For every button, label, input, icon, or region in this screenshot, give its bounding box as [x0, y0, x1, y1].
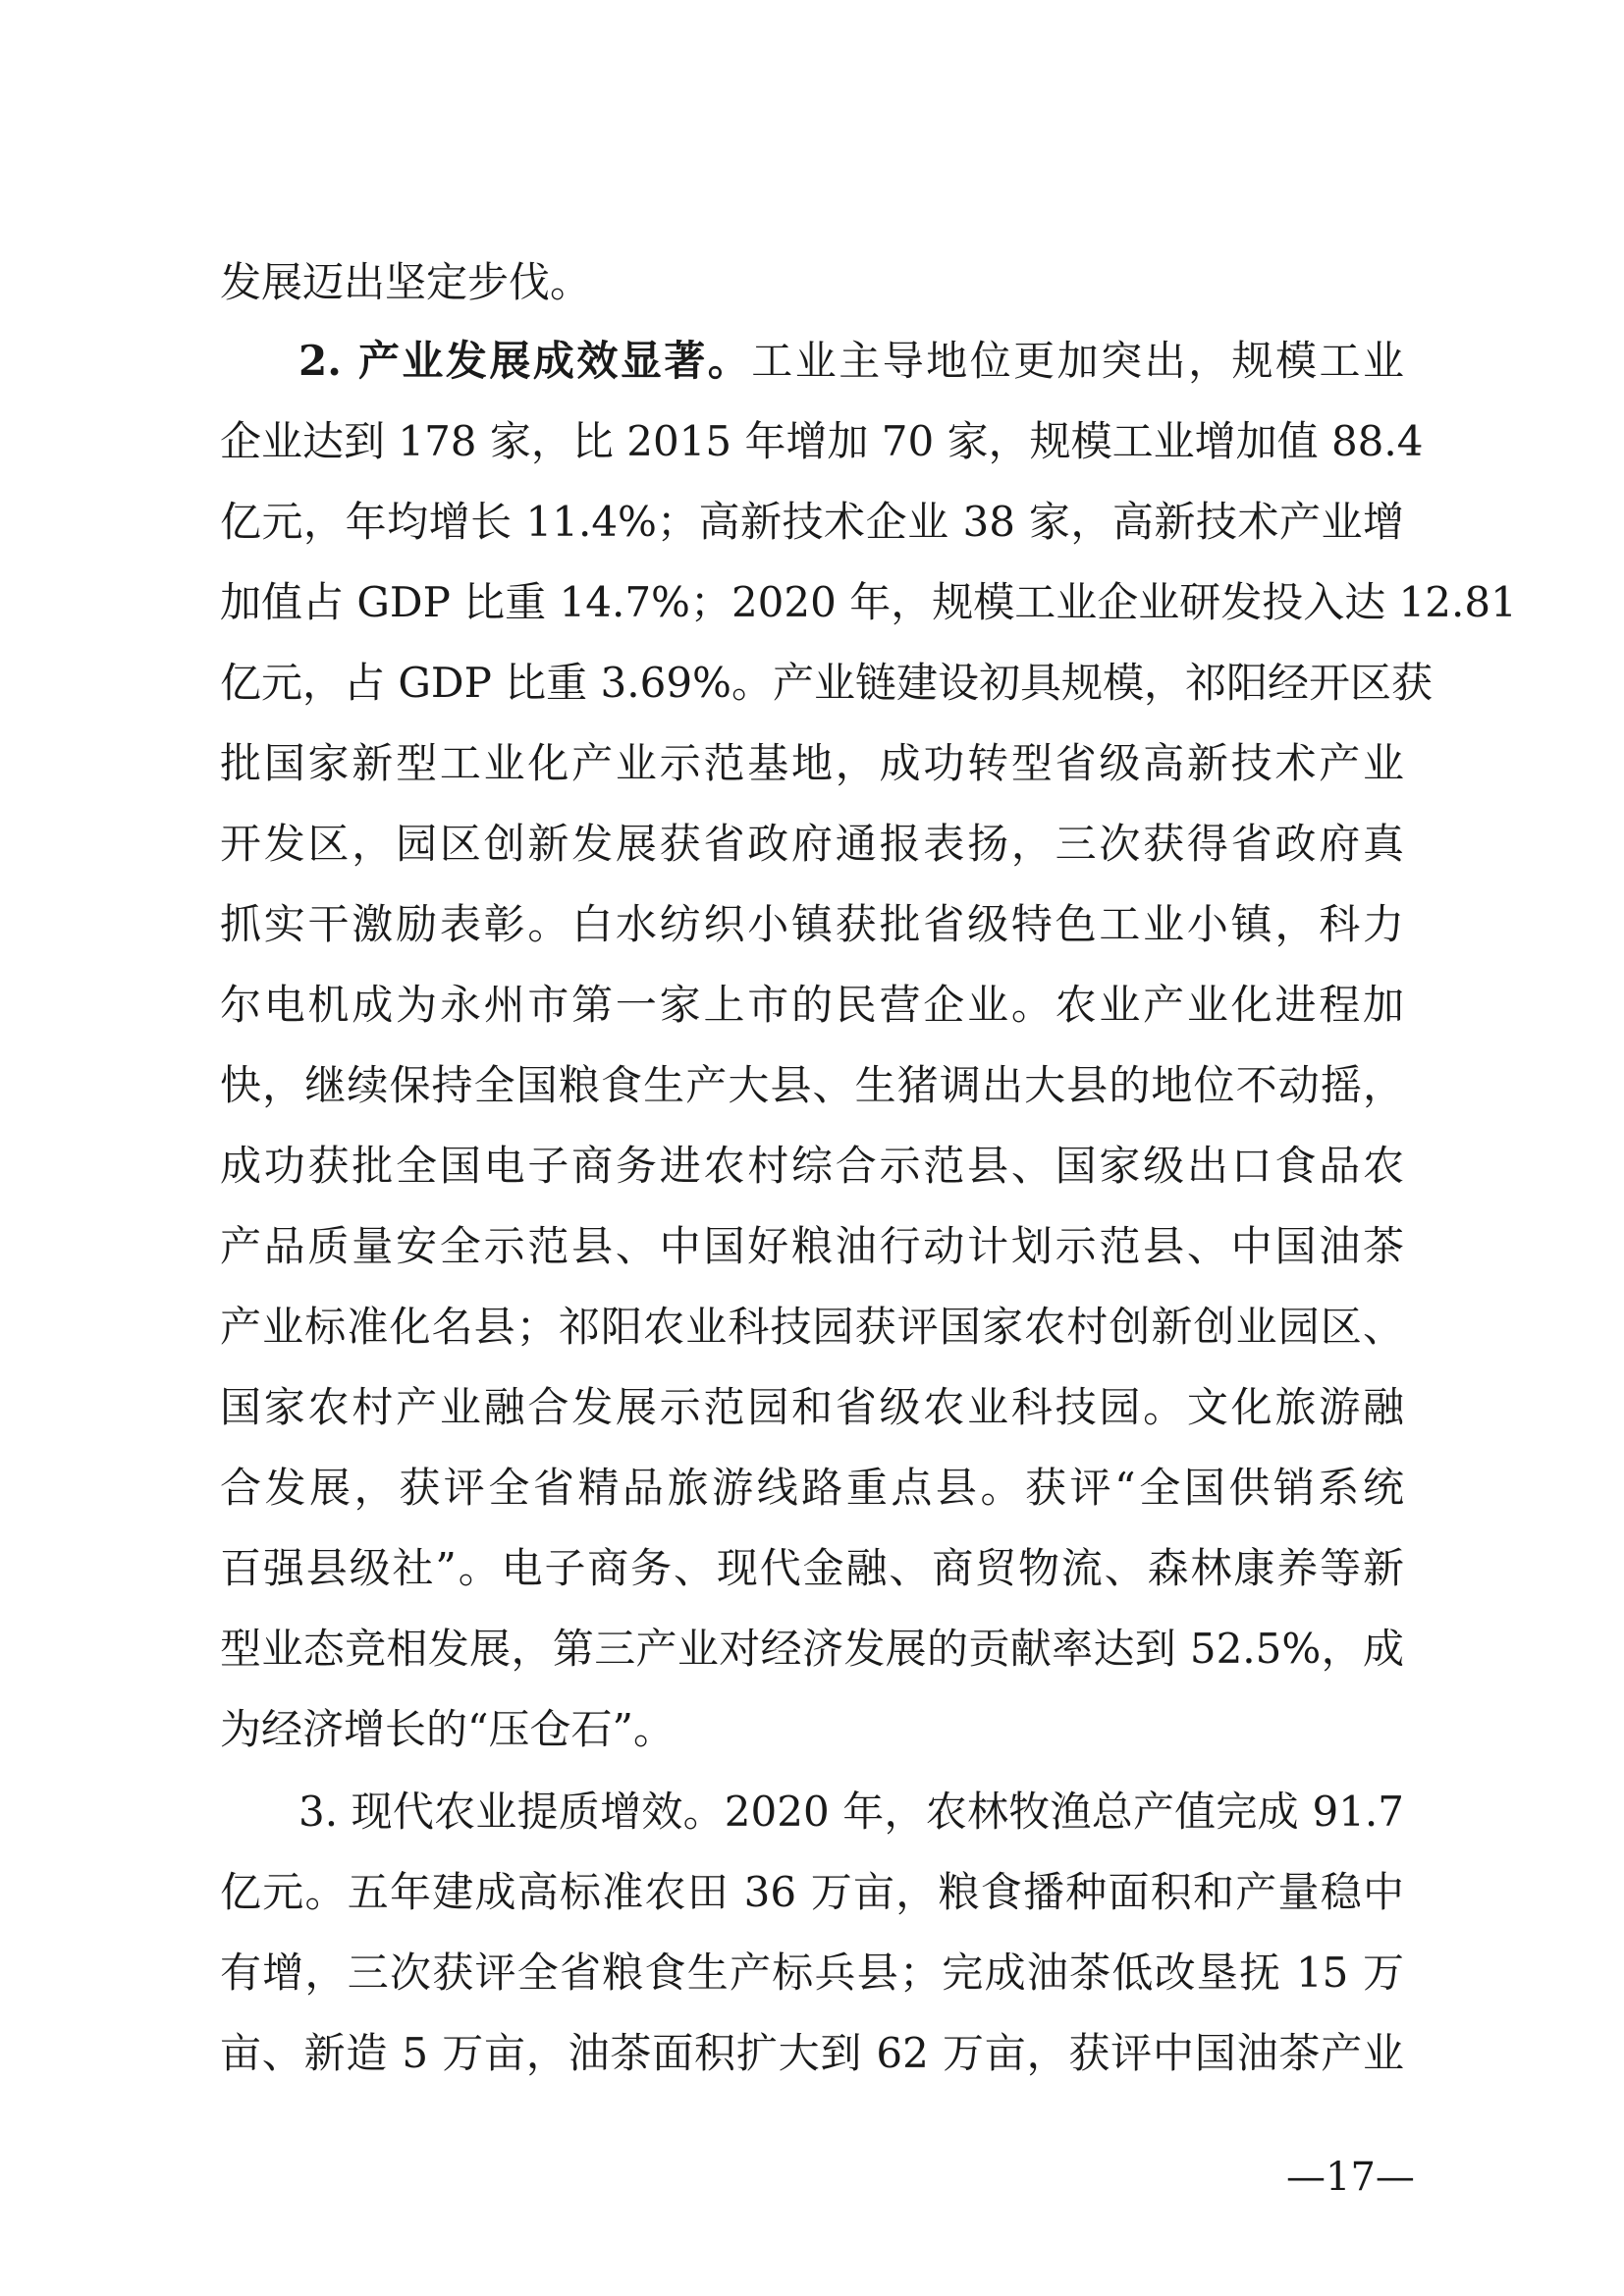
- section-2-lead-text: 工业主导地位更加突出，规模工业: [751, 337, 1404, 385]
- text-line-13: 产品质量安全示范县、中国好粮油行动计划示范县、中国油茶: [220, 1222, 1404, 1270]
- section-2-heading: 2. 产业发展成效显著。: [298, 337, 752, 385]
- text-line-18: 型业态竞相发展，第三产业对经济发展的贡献率达到 52.5%，成: [220, 1625, 1404, 1673]
- text-line-5: 加值占 GDP 比重 14.7%；2020 年，规模工业企业研发投入达 12.81: [220, 578, 1517, 626]
- text-line-14: 产业标准化名县；祁阳农业科技园获评国家农村创新创业园区、: [220, 1303, 1404, 1351]
- text-line-3: 企业达到 178 家，比 2015 年增加 70 家，规模工业增加值 88.4: [220, 417, 1424, 465]
- text-line-6: 亿元，占 GDP 比重 3.69%。产业链建设初具规模，祁阳经开区获: [220, 659, 1433, 707]
- text-line-22: 有增，三次获评全省粮食生产标兵县；完成油茶低改垦抚 15 万: [220, 1949, 1404, 1997]
- text-line-20: 3. 现代农业提质增效。2020 年，农林牧渔总产值完成 91.7: [298, 1788, 1404, 1836]
- text-line-7: 批国家新型工业化产业示范基地，成功转型省级高新技术产业: [220, 739, 1404, 787]
- text-line-8: 开发区，园区创新发展获省政府通报表扬，三次获得省政府真: [220, 820, 1404, 868]
- text-line-16: 合发展，获评全省精品旅游线路重点县。获评“全国供销系统: [220, 1464, 1404, 1512]
- text-line-4: 亿元，年均增长 11.4%；高新技术企业 38 家，高新技术产业增: [220, 498, 1404, 546]
- text-line-1: 发展迈出坚定步伐。: [220, 258, 592, 306]
- section-2-first-line: [298, 322, 1404, 400]
- text-line-11: 快，继续保持全国粮食生产大县、生猪调出大县的地位不动摇，: [220, 1061, 1404, 1109]
- text-line-17: 百强县级社”。电子商务、现代金融、商贸物流、森林康养等新: [220, 1544, 1404, 1592]
- text-line-23: 亩、新造 5 万亩，油茶面积扩大到 62 万亩，获评中国油茶产业: [220, 2029, 1404, 2077]
- text-line-19: 为经济增长的“压仓石”。: [220, 1705, 675, 1753]
- text-line-12: 成功获批全国电子商务进农村综合示范县、国家级出口食品农: [220, 1142, 1404, 1190]
- page-number: —17—: [1286, 2155, 1415, 2200]
- text-line-15: 国家农村产业融合发展示范园和省级农业科技园。文化旅游融: [220, 1383, 1404, 1431]
- text-line-10: 尔电机成为永州市第一家上市的民营企业。农业产业化进程加: [220, 981, 1404, 1029]
- text-line-21: 亿元。五年建成高标准农田 36 万亩，粮食播种面积和产量稳中: [220, 1868, 1404, 1916]
- text-line-9: 抓实干激励表彰。白水纺织小镇获批省级特色工业小镇，科力: [220, 900, 1404, 948]
